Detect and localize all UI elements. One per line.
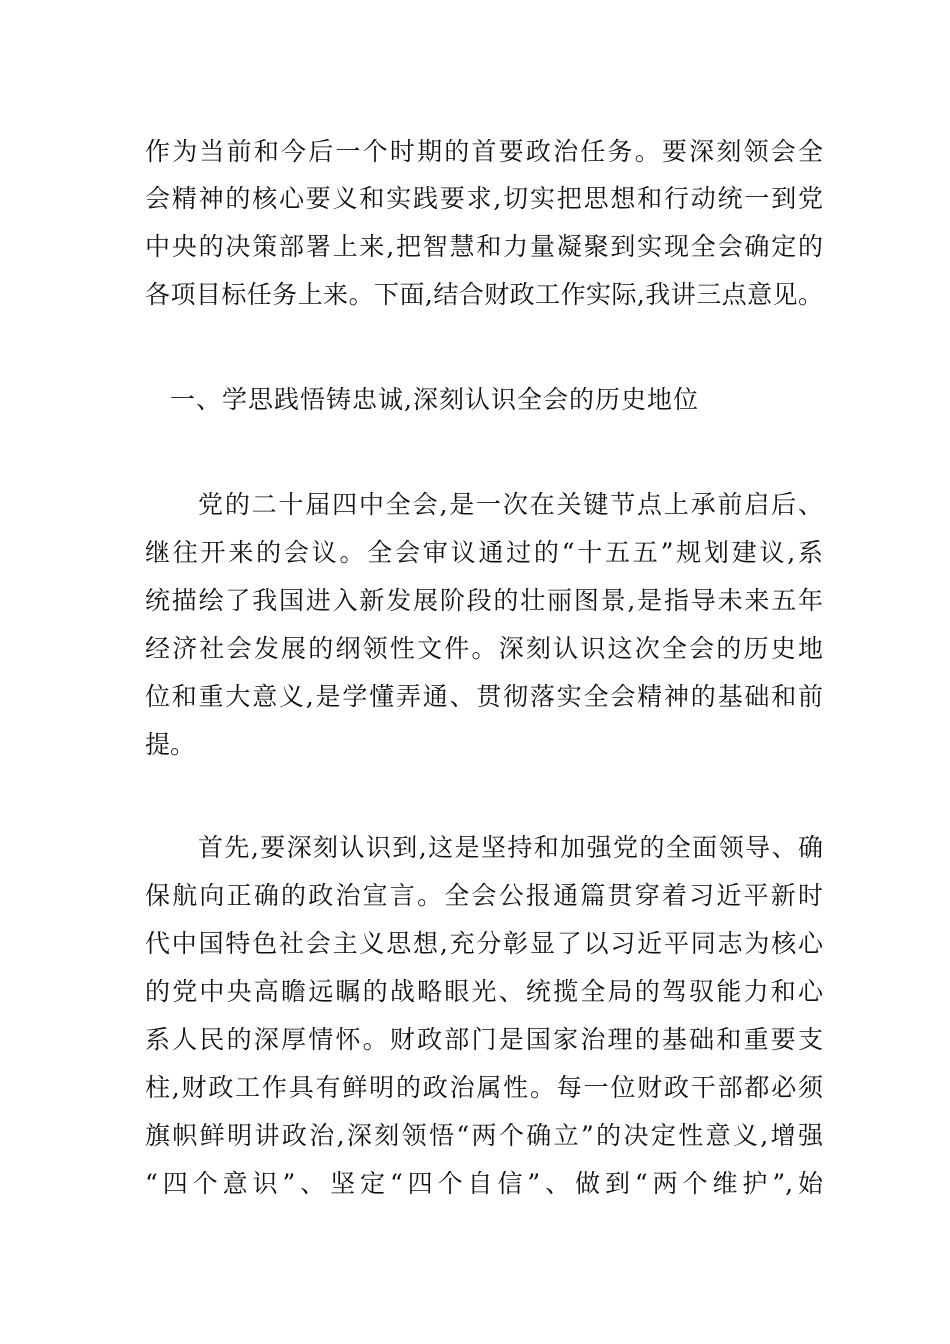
paragraph-line: 系人民的深厚情怀。财政部门是国家治理的基础和重要支 xyxy=(145,1025,823,1054)
paragraph-line: 首先,要深刻认识到,这是坚持和加强党的全面领导、确 xyxy=(198,833,823,862)
section-heading: 一、学思践悟铸忠诚,深刻认识全会的历史地位 xyxy=(170,385,699,414)
paragraph-line: 的党中央高瞻远瞩的战略眼光、统揽全局的驾驭能力和心 xyxy=(145,977,823,1006)
paragraph-line: 作为当前和今后一个时期的首要政治任务。要深刻领会全 xyxy=(145,137,823,166)
paragraph-line: 位和重大意义,是学懂弄通、贯彻落实全会精神的基础和前 xyxy=(145,682,823,711)
paragraph-line: 继往开来的会议。全会审议通过的“十五五”规划建议,系 xyxy=(145,538,823,567)
paragraph-line: 柱,财政工作具有鲜明的政治属性。每一位财政干部都必须 xyxy=(145,1073,823,1102)
paragraph-line: 会精神的核心要义和实践要求,切实把思想和行动统一到党 xyxy=(145,184,823,213)
paragraph-line: 党的二十届四中全会,是一次在关键节点上承前启后、 xyxy=(198,490,823,519)
paragraph-line: 中央的决策部署上来,把智慧和力量凝聚到实现全会确定的 xyxy=(145,232,823,261)
paragraph-line: 各项目标任务上来。下面,结合财政工作实际,我讲三点意见。 xyxy=(145,280,823,309)
paragraph-line: 代中国特色社会主义思想,充分彰显了以习近平同志为核心 xyxy=(145,929,823,958)
paragraph-line: 保航向正确的政治宣言。全会公报通篇贯穿着习近平新时 xyxy=(145,881,823,910)
paragraph-line: 统描绘了我国进入新发展阶段的壮丽图景,是指导未来五年 xyxy=(145,586,823,615)
paragraph-line: 旗帜鲜明讲政治,深刻领悟“两个确立”的决定性意义,增强 xyxy=(145,1121,823,1150)
paragraph-line: 提。 xyxy=(145,730,196,759)
paragraph-line: 经济社会发展的纲领性文件。深刻认识这次全会的历史地 xyxy=(145,634,823,663)
paragraph-line: “四个意识”、坚定“四个自信”、做到“两个维护”,始 xyxy=(145,1169,823,1198)
